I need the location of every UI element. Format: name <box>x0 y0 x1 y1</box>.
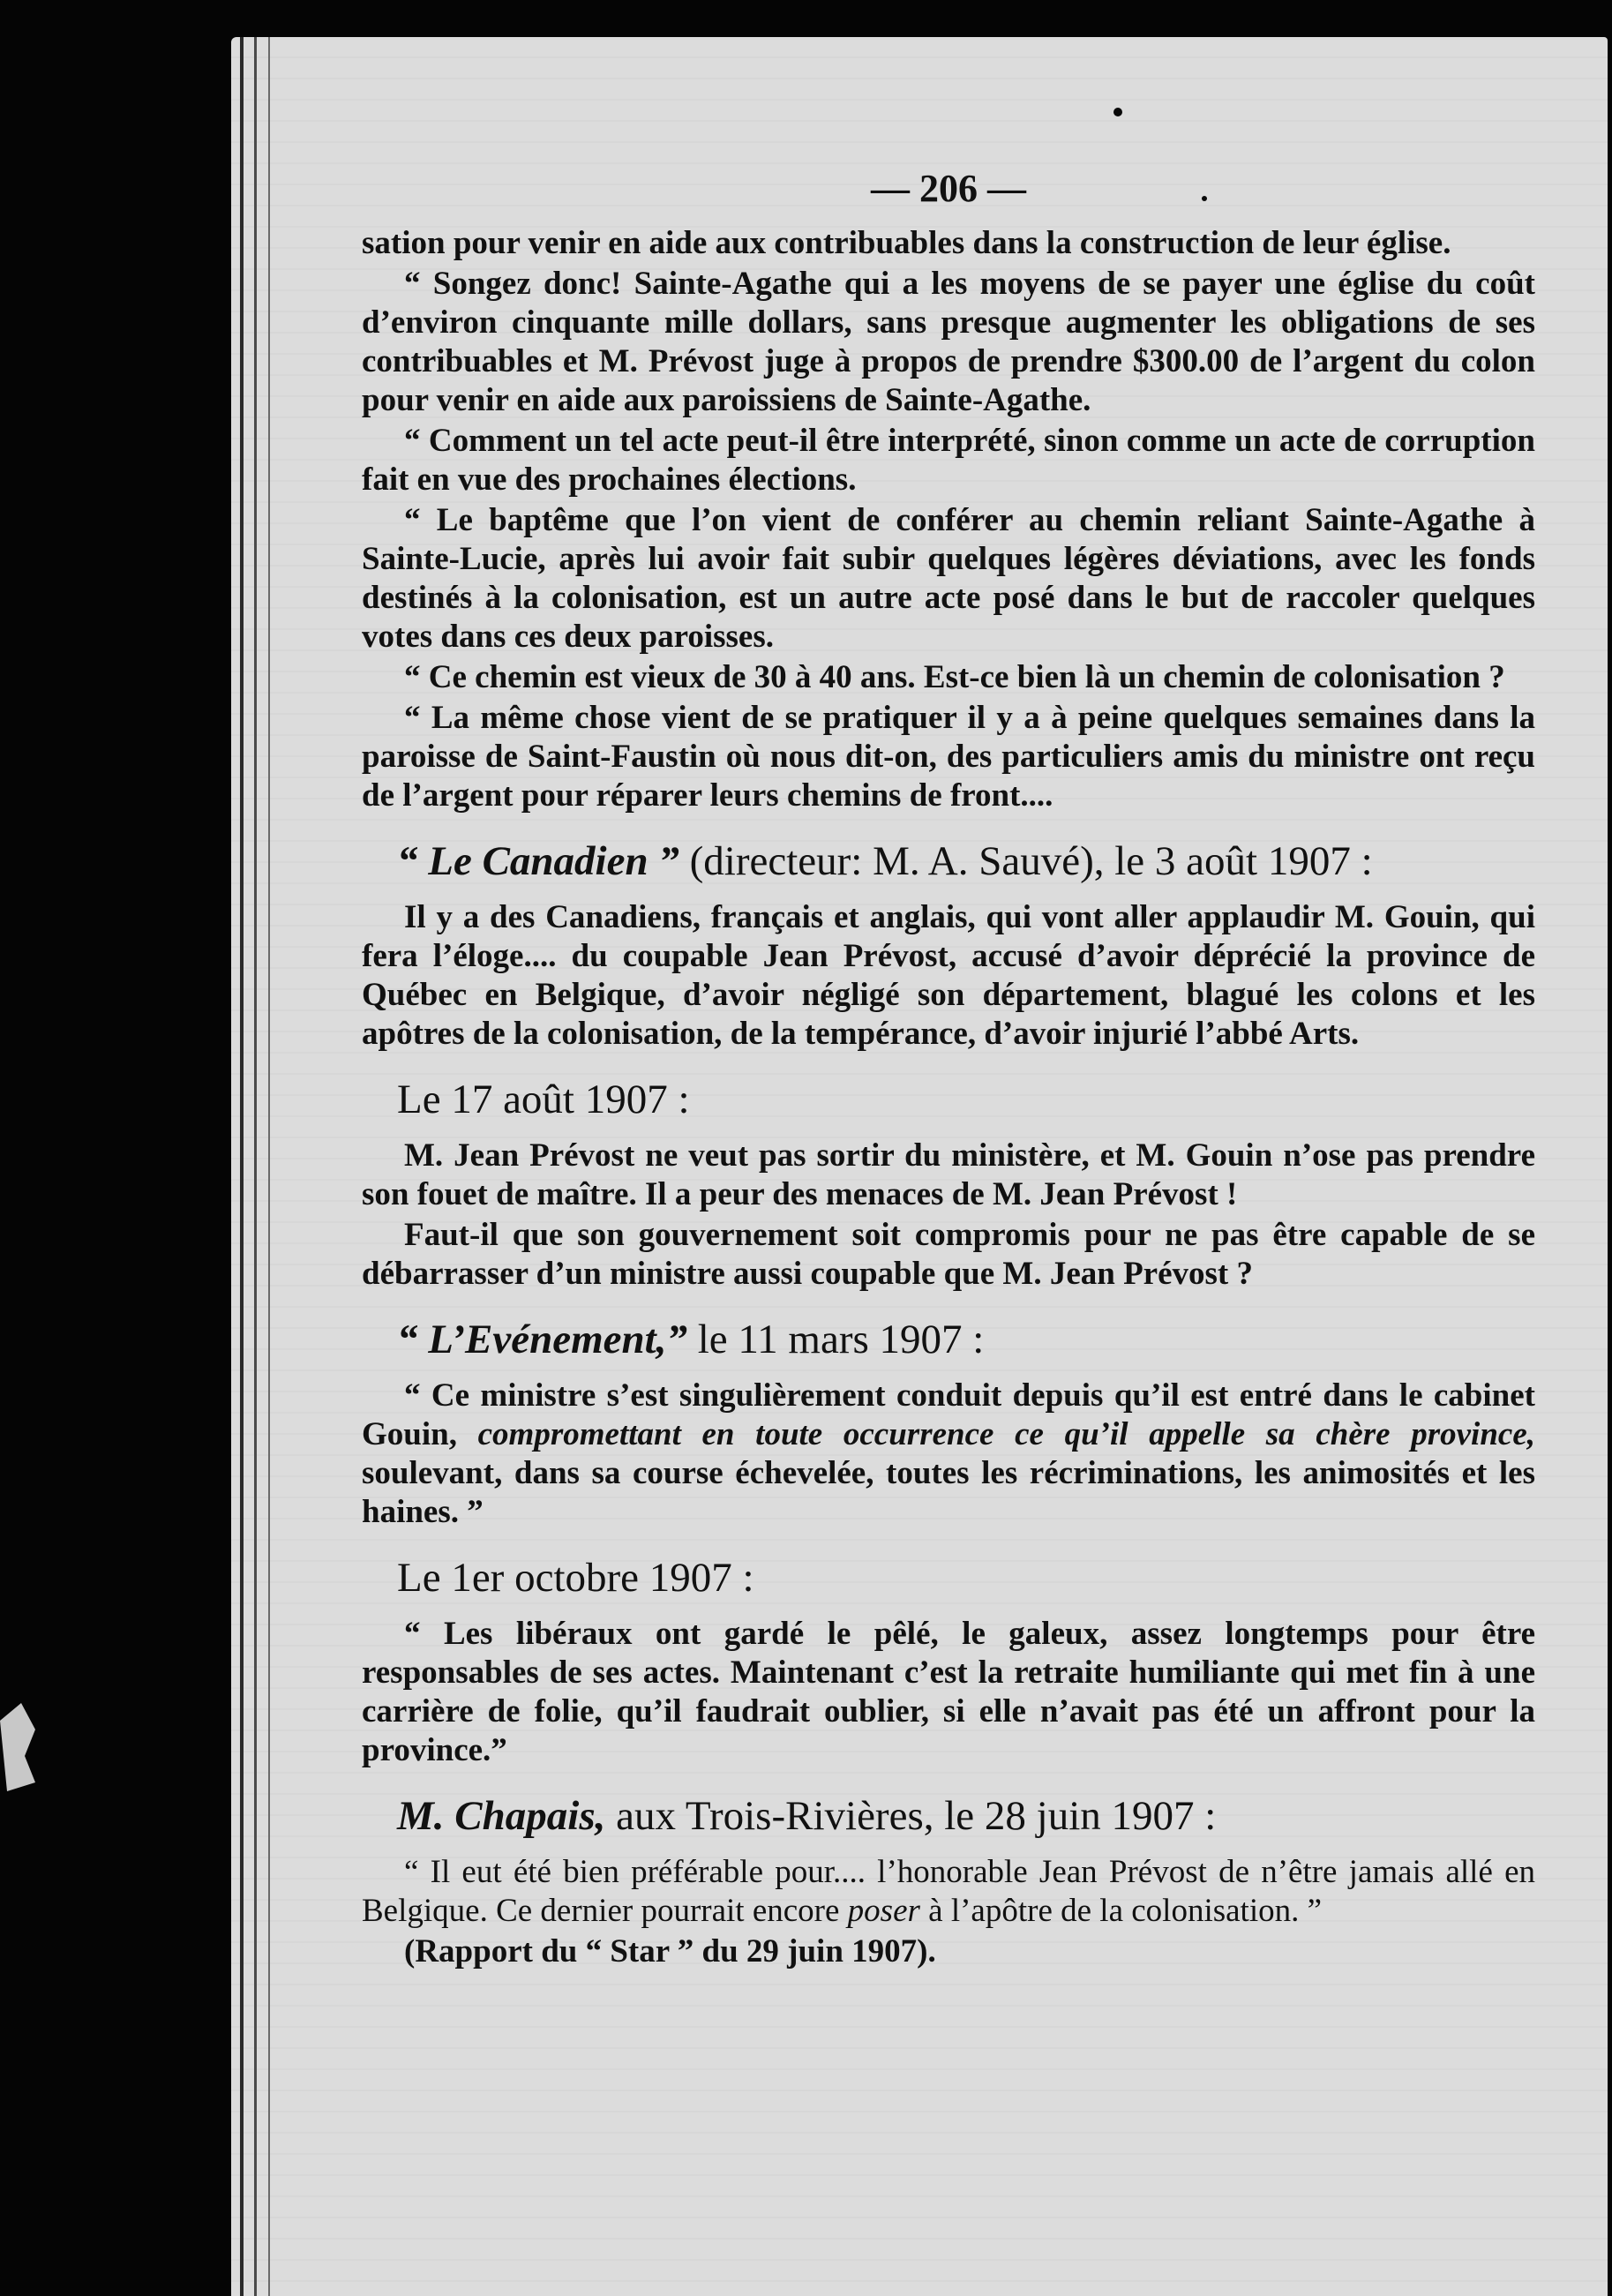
quote-emphasis: poser <box>847 1893 920 1929</box>
section-heading <box>397 1315 1535 1364</box>
quote-text: à l’apôtre de la colonisation. ” <box>928 1893 1323 1929</box>
reference-line: (Rapport du “ Star ” du 29 juin 1907). <box>404 1933 936 1970</box>
paper-tab <box>0 1703 35 1791</box>
quote-emphasis: compromettant en toute occurrence ce qu’il appelle sa chère province, <box>477 1416 1535 1452</box>
paragraph: M. Jean Prévost ne veut pas sortir du ministère, et M. Gouin n’ose pas prendre son fouet de maître. Il a peur des menaces de M. Jean Prévost ! <box>362 1137 1535 1212</box>
paragraph: “ La même chose vient de se pratiquer il y a à peine quelques semaines dans la paroisse de Saint-Faustin où nous dit-on, des particuliers amis du ministre ont reçu de l’argent pour réparer leurs chemins de front.... <box>362 700 1535 814</box>
paragraph <box>362 1377 1535 1532</box>
section-heading: Le 1er octobre 1907 : <box>397 1555 754 1601</box>
paragraph: sation pour venir en aide aux contribuables dans la construction de leur église. <box>362 225 1451 261</box>
paragraph: Faut-il que son gouvernement soit compromis pour ne pas être capable de se débarrasser d’un ministre aussi coupable que M. Jean Prévost ? <box>362 1217 1535 1292</box>
paragraph <box>362 1853 1535 1931</box>
heading-source: “ Le Canadien ” <box>397 838 679 884</box>
quote-text: soulevant, dans sa course échevelée, toutes les récriminations, les animosités et les haines. ” <box>362 1455 1535 1530</box>
section-heading <box>397 837 1535 886</box>
paragraph: “ Songez donc! Sainte-Agathe qui a les moyens de se payer une église du coût d’environ cinquante mille dollars, sans presque augmenter les obligations de ses contribuables et M. Prévost juge à propos de prendre $300.00 de l’argent du colon pour venir en aide aux paroissiens de Sainte-Agathe. <box>362 266 1535 418</box>
paragraph: Il y a des Canadiens, français et anglais, qui vont aller applaudir M. Gouin, qui fera l’éloge.... du coupable Jean Prévost, accusé d’avoir déprécié la province de Québec en Belgique, d’avoir négligé son département, blagué les colons et les apôtres de la colonisation, de la tempérance, d’avoir injurié l’abbé Arts. <box>362 899 1535 1052</box>
section-heading: Le 17 août 1907 : <box>397 1077 690 1122</box>
quote-text: “ Ce ministre s’est singulièrement conduit depuis qu’il est entré dans le cabinet Gouin, <box>362 1377 1535 1452</box>
binding-line <box>254 37 257 2296</box>
paragraph: “ Comment un tel acte peut-il être interprété, sinon comme un acte de corruption fait en vue des prochaines élections. <box>362 423 1535 498</box>
ink-speck <box>1113 108 1122 116</box>
heading-source: M. Chapais, <box>397 1793 606 1839</box>
paragraph: “ Les libéraux ont gardé le pêlé, le galeux, assez longtemps pour être responsables de ses actes. Maintenant c’est la retraite humiliante qui met fin à une carrière de folie, qu’il faudrait oublier, si elle n’avait pas été un affront pour la province.” <box>362 1616 1535 1768</box>
heading-source: “ L’Evénement,” <box>397 1317 687 1362</box>
paragraph: “ Le baptême que l’on vient de conférer au chemin reliant Sainte-Agathe à Sainte-Lucie, après lui avoir fait subir quelques légères déviations, avec les fonds destinés à la colonisation, est un autre acte posé dans le but de raccoler quelques votes dans ces deux paroisses. <box>362 502 1535 655</box>
page-number: — 206 — <box>871 167 1026 210</box>
book-page <box>231 37 1608 2296</box>
ink-speck <box>1202 196 1207 201</box>
section-heading <box>397 1791 1535 1841</box>
page-text <box>362 169 1535 1973</box>
paragraph: “ Ce chemin est vieux de 30 à 40 ans. Est-ce bien là un chemin de colonisation ? <box>404 659 1505 695</box>
quote-text: “ Il eut été bien préférable pour.... l’honorable Jean Prévost de n’être jamais allé en Belgique. Ce dernier pourrait encore <box>362 1854 1535 1929</box>
binding-line <box>240 37 244 2296</box>
heading-details: aux Trois-Rivières, le 28 juin 1907 : <box>616 1793 1217 1839</box>
heading-details: (directeur: M. A. Sauvé), le 3 août 1907 : <box>689 838 1373 884</box>
heading-details: le 11 mars 1907 : <box>697 1317 985 1362</box>
binding-line <box>268 37 270 2296</box>
